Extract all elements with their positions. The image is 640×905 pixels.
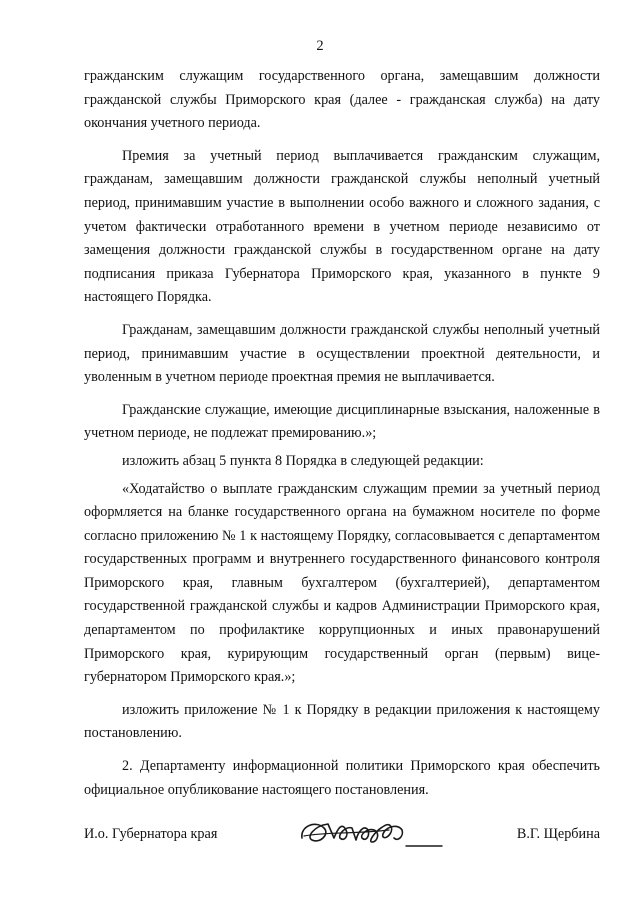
document-body: [84, 65, 600, 811]
page-number: 2: [316, 38, 324, 54]
paragraph-publication: 2. Департаменту информационной политики Приморского края обеспечить официальное опубликование настоящего постановления.: [84, 758, 600, 798]
paragraph-appendix: изложить приложение № 1 к Порядку в редакции приложения к настоящему постановлению.: [84, 701, 600, 742]
paragraph-amend-clause: изложить абзац 5 пункта 8 Порядка в следующей редакции:: [122, 452, 484, 469]
paragraph-petition: «Ходатайство о выплате гражданским служащим премии за учетный период оформляется на бланке государственного органа на бумажном носителе по форме согласно приложению № 1 к настоящему Порядку, согласовывается с департаментом государственных программ и внутреннего государственного финансового контроля Приморского края, главным бухгалтером (бухгалтерией), департаментом государственной гражданской службы и кадров Администрации Приморского края, департаментом по профилактике коррупционных и иных правонарушений Приморского края, курирующим государственный орган (первым) вице-губернатором Приморского края.»;: [84, 480, 600, 686]
handwritten-signature: [294, 808, 444, 858]
signature-block: [84, 808, 600, 864]
paragraph-continuation: гражданским служащим государственного органа, замещавшим должности гражданской службы Приморского края (далее - гражданская служба) на дату окончания учетного периода.: [84, 68, 600, 132]
paragraph-disciplinary: Гражданские служащие, имеющие дисциплинарные взыскания, наложенные в учетном периоде, не подлежат премированию.»;: [84, 401, 600, 442]
signatory-name: В.Г. Щербина: [516, 826, 600, 842]
signatory-position: И.о. Губернатора края: [84, 826, 218, 842]
paragraph-project-bonus: Гражданам, замещавшим должности гражданской службы неполный учетный период, принимавшим участие в осуществлении проектной деятельности, и уволенным в учетном периоде проектная премия не выплачивается.: [84, 321, 600, 386]
paragraph-bonus-payment: Премия за учетный период выплачивается гражданским служащим, гражданам, замещавшим должности гражданской службы неполный учетный период, принимавшим участие в выполнении особо важного и сложного задания, с учетом фактически отработанного времени в учетном периоде независимо от замещения должности гражданской службы в государственном органе на дату подписания приказа Губернатора Приморского края, указанного в пункте 9 настоящего Порядка.: [84, 147, 600, 306]
